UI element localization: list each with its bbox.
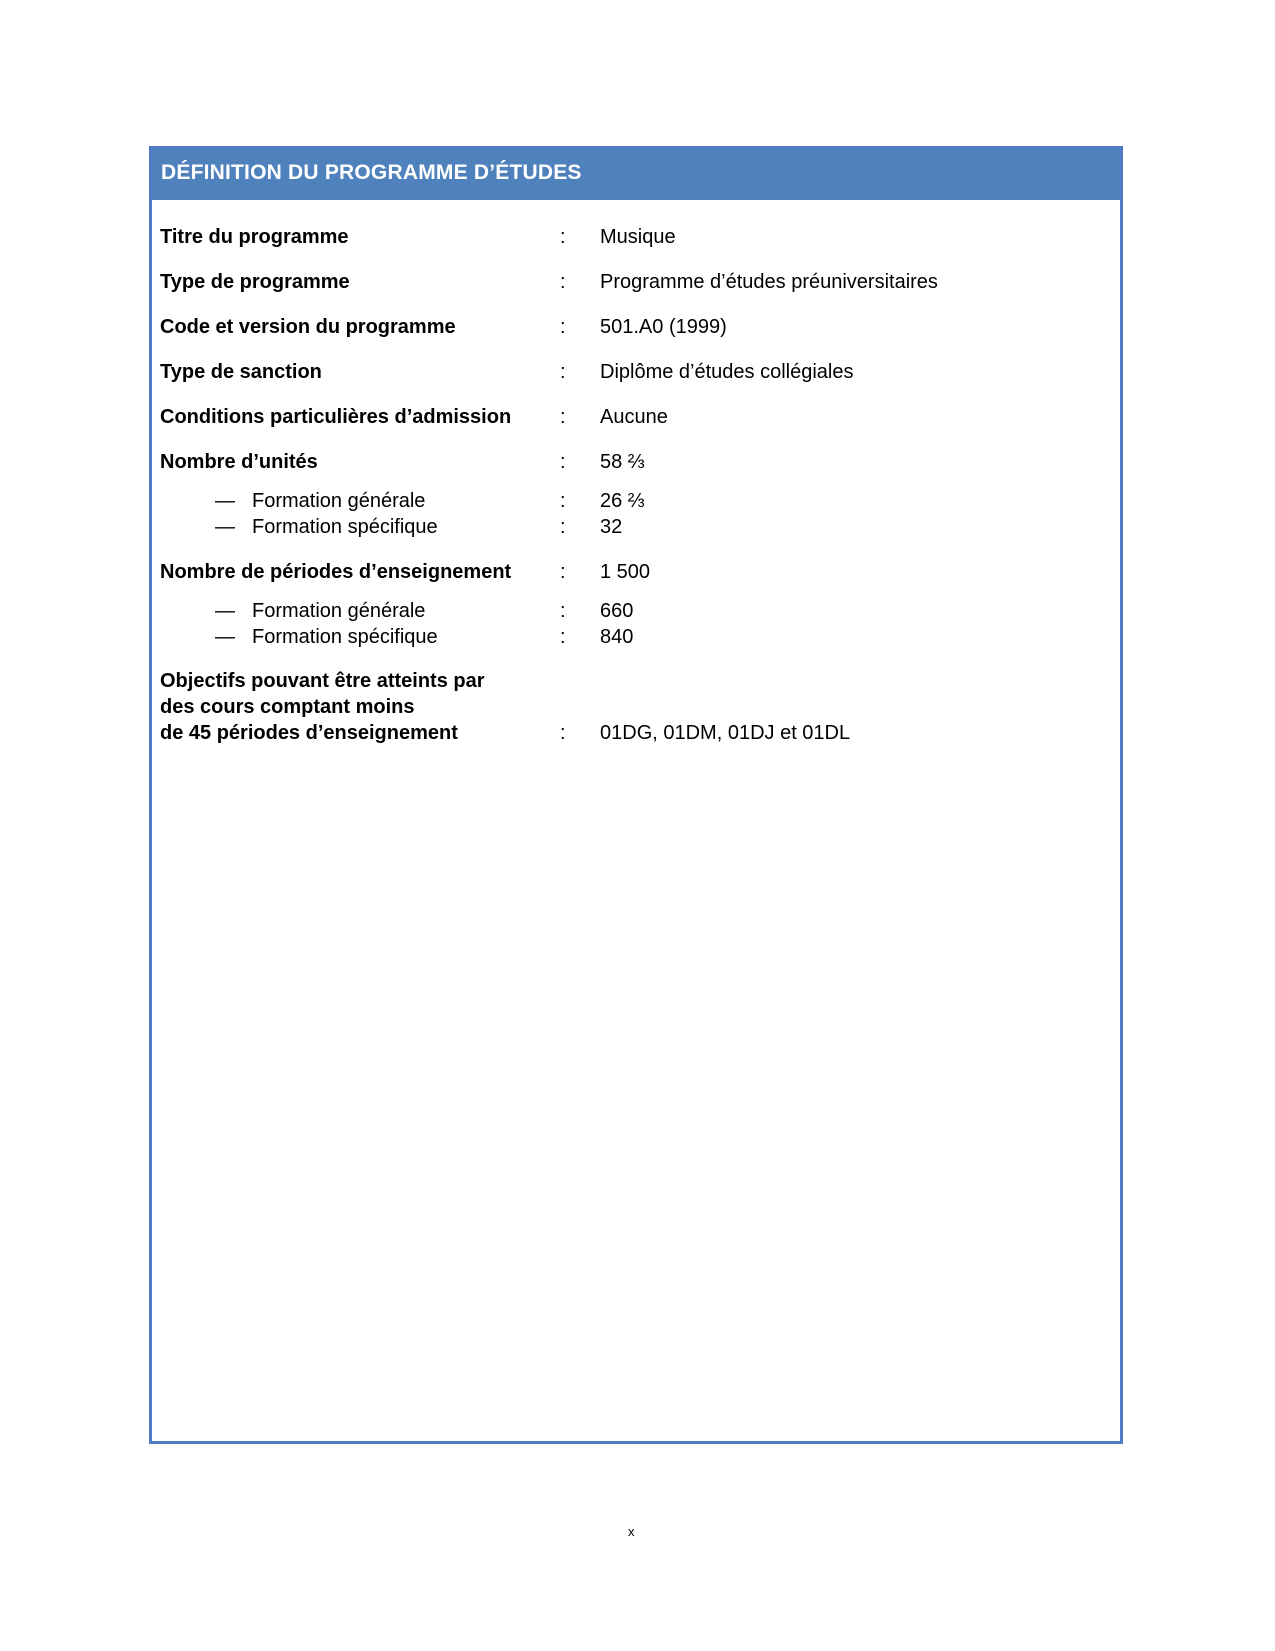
field-value: 840 <box>600 626 634 648</box>
field-value: 58 ⅔ <box>600 451 645 473</box>
dash: — <box>215 626 235 648</box>
field-label: Code et version du programme <box>160 316 456 338</box>
row-unites-generale <box>160 488 1060 514</box>
sub-field-label <box>215 598 425 624</box>
sub-field-label <box>215 488 425 514</box>
field-label: Type de programme <box>160 271 350 293</box>
field-value: Musique <box>600 226 676 248</box>
sub-field-label <box>215 624 438 650</box>
field-value: 26 ⅔ <box>600 490 645 512</box>
field-colon: : <box>560 271 566 293</box>
row-objectifs <box>160 668 1060 746</box>
field-colon: : <box>560 451 566 473</box>
row-type-programme <box>160 269 1060 295</box>
title-word: DÉFINITION <box>161 161 282 184</box>
field-colon: : <box>560 316 566 338</box>
row-unites-specifique <box>160 514 1060 540</box>
field-value: 660 <box>600 600 634 622</box>
title-word: PROGRAMME <box>324 161 468 184</box>
sub-label-text: Formation générale <box>252 600 426 622</box>
row-code <box>160 314 1060 340</box>
field-value: 501.A0 (1999) <box>600 316 727 338</box>
dash: — <box>215 516 235 538</box>
field-colon: : <box>560 561 566 583</box>
field-label-line: des cours comptant moins <box>160 696 415 718</box>
field-label: Nombre d’unités <box>160 451 318 473</box>
row-conditions <box>160 404 1060 430</box>
field-label: Nombre de périodes d’enseignement <box>160 561 512 583</box>
field-label: Type de sanction <box>160 361 322 383</box>
field-colon: : <box>560 226 566 248</box>
dash: — <box>215 600 235 622</box>
row-periodes-generale <box>160 598 1060 624</box>
field-label: Conditions particulières d’admission <box>160 406 512 428</box>
field-label-line: de 45 périodes d’enseignement <box>160 722 458 744</box>
field-value: Diplôme d’études collégiales <box>600 361 854 383</box>
page-title <box>161 161 582 185</box>
title-word: DU <box>288 161 319 184</box>
field-value: 01DG, 01DM, 01DJ et 01DL <box>600 722 851 744</box>
title-word: D’ÉTUDES <box>473 161 582 184</box>
field-colon: : <box>560 626 566 648</box>
field-value: 32 <box>600 516 623 538</box>
field-value: Aucune <box>600 406 668 428</box>
program-definition-list <box>160 224 1060 746</box>
sub-field-label <box>215 514 438 540</box>
page-number: x <box>628 1524 635 1539</box>
field-colon: : <box>560 600 566 622</box>
header-band <box>152 149 1120 200</box>
row-unites <box>160 449 1060 475</box>
sub-label-text: Formation spécifique <box>252 516 438 538</box>
field-label: Titre du programme <box>160 226 349 248</box>
row-titre <box>160 224 1060 250</box>
sub-label-text: Formation spécifique <box>252 626 438 648</box>
row-sanction <box>160 359 1060 385</box>
field-label-line: Objectifs pouvant être atteints par <box>160 670 485 692</box>
sub-label-text: Formation générale <box>252 490 426 512</box>
field-colon: : <box>560 722 566 744</box>
row-periodes <box>160 559 1060 585</box>
field-colon: : <box>560 490 566 512</box>
field-colon: : <box>560 361 566 383</box>
field-colon: : <box>560 406 566 428</box>
field-value: Programme d’études préuniversitaires <box>600 271 938 293</box>
row-periodes-specifique <box>160 624 1060 650</box>
dash: — <box>215 490 235 512</box>
field-value: 1 500 <box>600 561 651 583</box>
field-colon: : <box>560 516 566 538</box>
